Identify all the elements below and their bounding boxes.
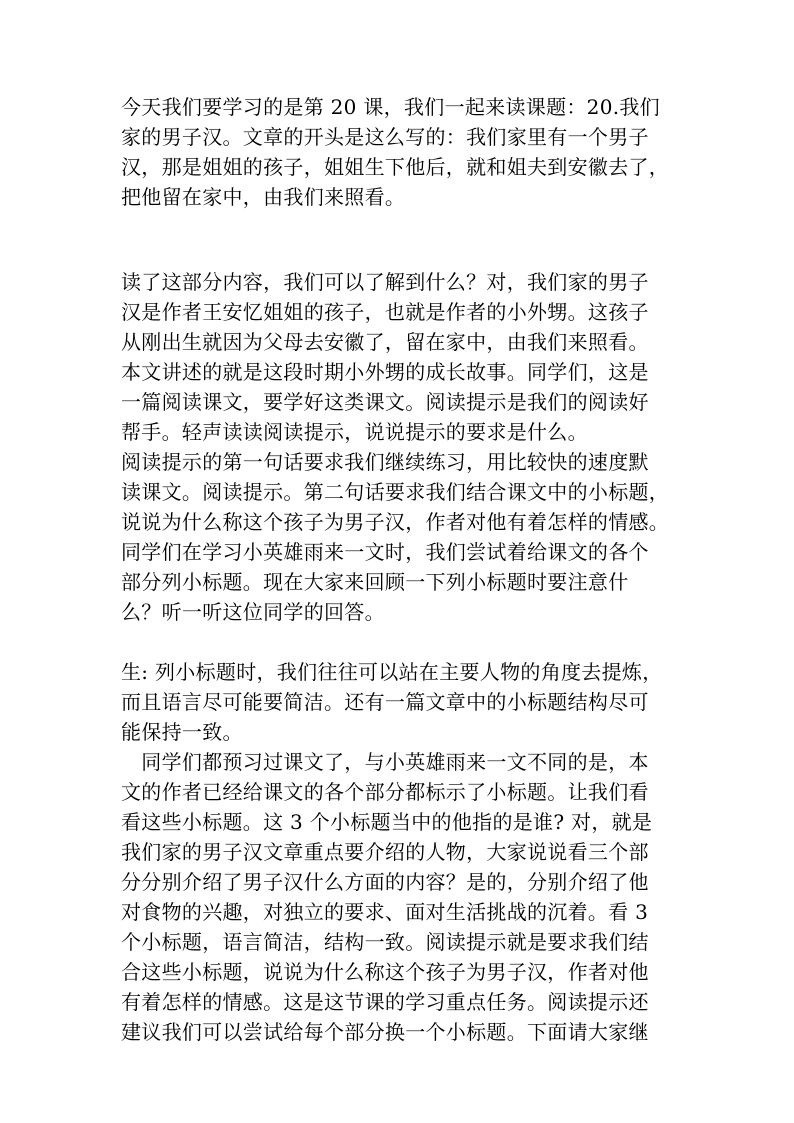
text-line: 把他留在家中，由我们来照看。	[121, 185, 406, 209]
text-line: 生: 列小标题时，我们往往可以站在主要人物的角度去提炼，	[121, 660, 663, 684]
text-line: 家的男子汉。文章的开头是这么写的：我们家里有一个男子	[121, 125, 649, 149]
text-line: 部分列小标题。现在大家来回顾一下列小标题时要注意什	[121, 570, 629, 594]
text-line: 对食物的兴趣，对独立的要求、面对生活挑战的沉着。看 3	[121, 900, 649, 924]
text-line: 个小标题，语言简洁，结构一致。阅读提示就是要求我们结	[121, 930, 649, 954]
text-line: 帮手。轻声读读阅读提示，说说提示的要求是什么。	[121, 420, 588, 444]
text-line: 汉是作者王安忆姐姐的孩子，也就是作者的小外甥。这孩子	[121, 300, 649, 324]
text-line: 能保持一致。	[121, 720, 243, 744]
text-line: 么？听一听这位同学的回答。	[121, 600, 385, 624]
text-line: 看这些小标题。这 3 个小标题当中的他指的是谁? 对，就是	[121, 810, 653, 834]
text-line: 读课文。阅读提示。第二句话要求我们结合课文中的小标题，	[121, 480, 670, 504]
text-line: 合这些小标题，说说为什么称这个孩子为男子汉，作者对他	[121, 960, 649, 984]
text-line: 从刚出生就因为父母去安徽了，留在家中，由我们来照看。	[121, 330, 649, 354]
text-line: 说说为什么称这个孩子为男子汉，作者对他有着怎样的情感。	[121, 510, 670, 534]
paragraph-student-answer	[121, 657, 681, 1047]
text-line: 一篇阅读课文，要学好这类课文。阅读提示是我们的阅读好	[121, 390, 649, 414]
text-line: 同学们都预习过课文了，与小英雄雨来一文不同的是，本	[121, 750, 649, 774]
text-line: 我们家的男子汉文章重点要介绍的人物，大家说说看三个部	[121, 840, 649, 864]
text-line: 阅读提示的第一句话要求我们继续练习，用比较快的速度默	[121, 450, 649, 474]
text-line: 有着怎样的情感。这是这节课的学习重点任务。阅读提示还	[121, 990, 649, 1014]
text-line: 今天我们要学习的是第 20 课，我们一起来读课题：20.我们	[121, 95, 660, 119]
text-line: 分分别介绍了男子汉什么方面的内容？是的，分别介绍了他	[121, 870, 649, 894]
text-line: 同学们在学习小英雄雨来一文时，我们尝试着给课文的各个	[121, 540, 649, 564]
paragraph-intro	[121, 92, 681, 212]
paragraph-reading-tips	[121, 267, 681, 627]
text-line: 汉，那是姐姐的孩子，姐姐生下他后，就和姐夫到安徽去了，	[121, 155, 670, 179]
text-line: 本文讲述的就是这段时期小外甥的成长故事。同学们，这是	[121, 360, 649, 384]
text-line: 建议我们可以尝试给每个部分换一个小标题。下面请大家继	[121, 1020, 649, 1044]
text-line: 而且语言尽可能要简洁。还有一篇文章中的小标题结构尽可	[121, 690, 649, 714]
text-line: 文的作者已经给课文的各个部分都标示了小标题。让我们看	[121, 780, 649, 804]
text-line: 读了这部分内容，我们可以了解到什么？对，我们家的男子	[121, 270, 649, 294]
